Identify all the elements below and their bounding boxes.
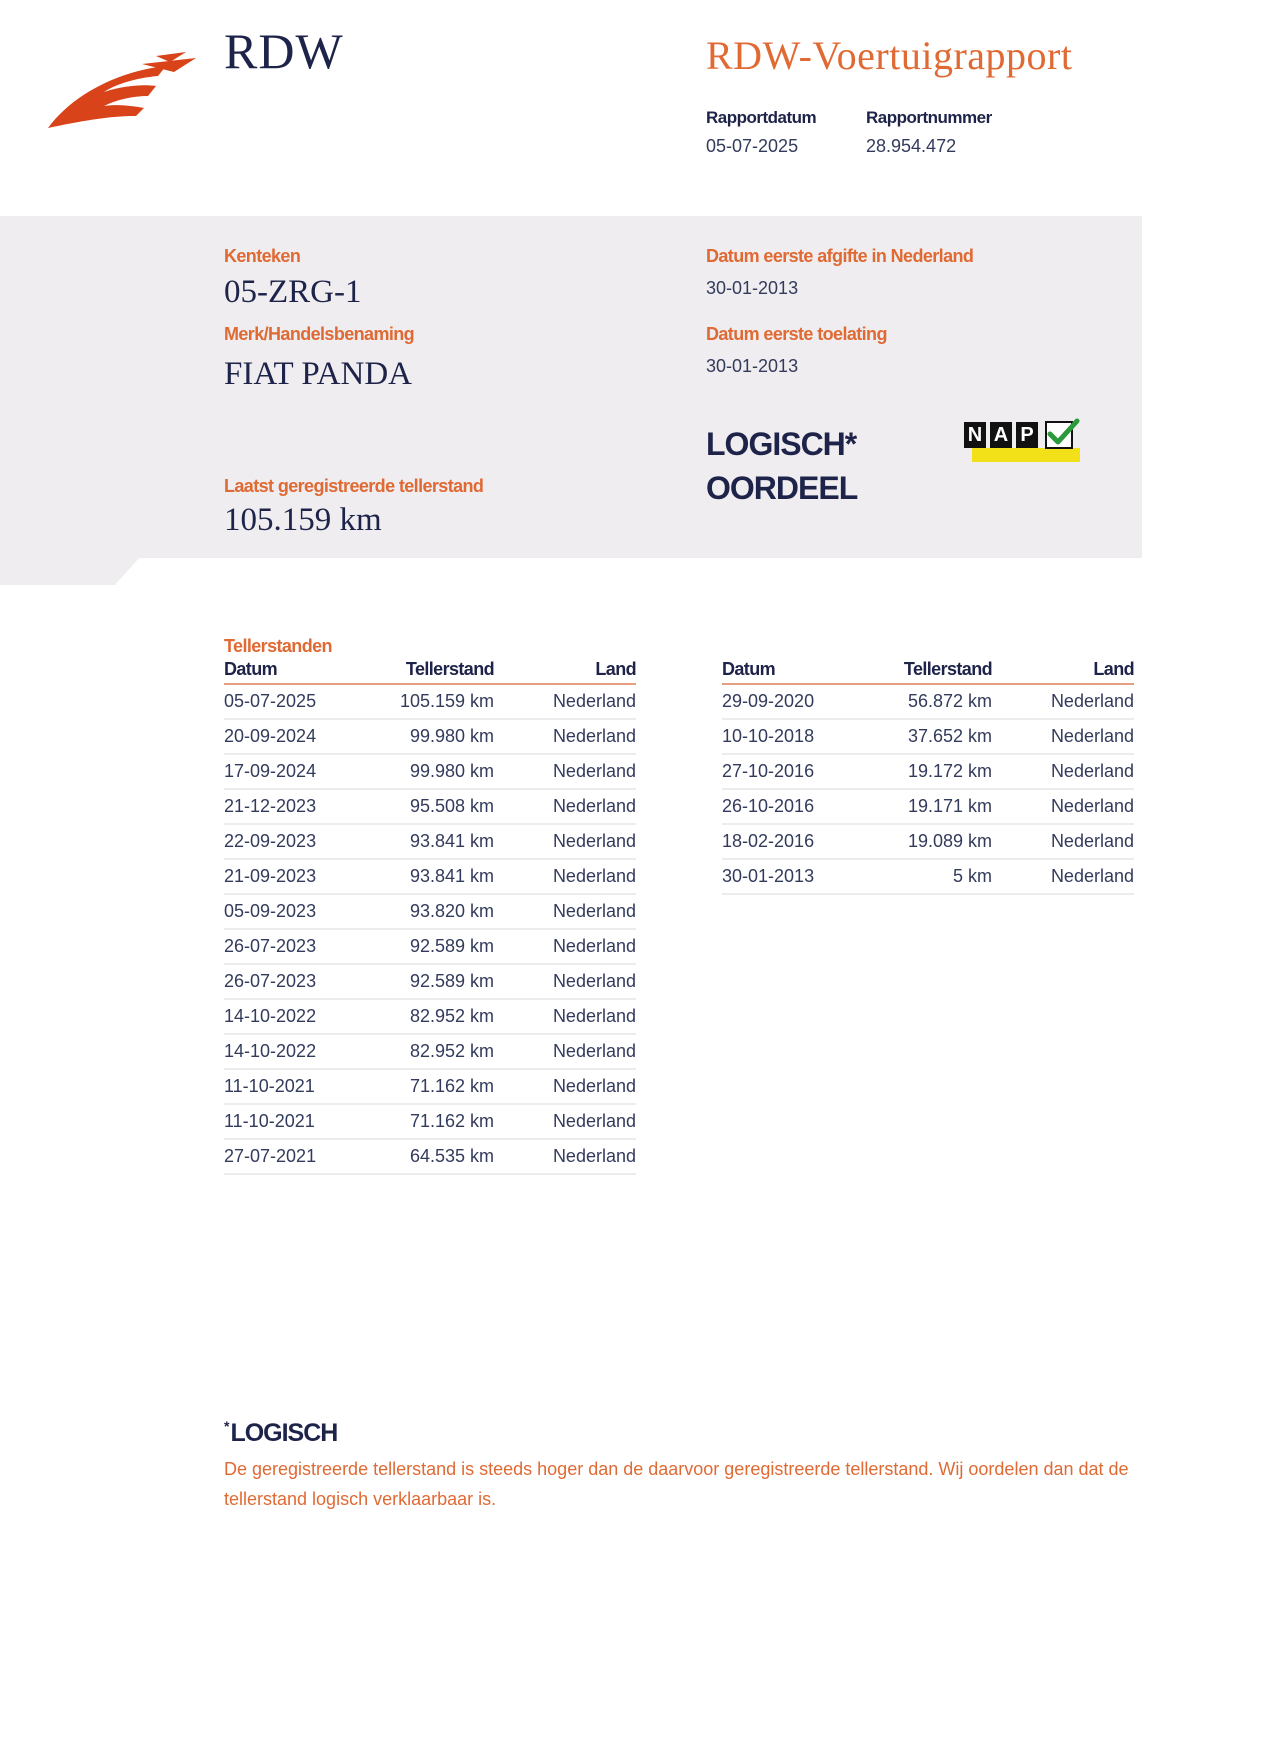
- row-reading: 92.589 km: [409, 971, 494, 991]
- row-date: 18-02-2016: [722, 831, 815, 851]
- first-admission-label: Datum eerste toelating: [706, 324, 887, 344]
- column-reading: Tellerstand: [405, 659, 494, 679]
- row-reading: 99.980 km: [409, 726, 494, 746]
- row-country: Nederland: [552, 831, 636, 851]
- column-country: Land: [595, 659, 636, 679]
- row-country: Nederland: [1050, 866, 1134, 886]
- row-reading: 19.172 km: [907, 761, 992, 781]
- table-row: [224, 685, 636, 720]
- table-row: [224, 1140, 636, 1175]
- make-value: FIAT PANDA: [224, 356, 412, 392]
- table-row: [224, 790, 636, 825]
- report-title: RDW-Voertuigrapport: [706, 33, 1073, 78]
- first-nl-date: 30-01-2013: [706, 278, 799, 298]
- row-country: Nederland: [552, 1076, 636, 1096]
- table-row: [224, 930, 636, 965]
- row-reading: 93.820 km: [409, 901, 494, 921]
- row-date: 14-10-2022: [224, 1041, 317, 1061]
- table-row: [224, 755, 636, 790]
- table-row: [722, 685, 1134, 720]
- row-country: Nederland: [552, 971, 636, 991]
- rdw-logo-icon: [46, 50, 198, 130]
- table-row: [722, 755, 1134, 790]
- column-date: Datum: [722, 659, 776, 679]
- footnote-marker: *: [224, 1418, 229, 1434]
- row-reading: 19.089 km: [907, 831, 992, 851]
- table-row: [224, 1000, 636, 1035]
- row-date: 11-10-2021: [224, 1076, 315, 1096]
- column-country: Land: [1093, 659, 1134, 679]
- first-admission-date: 30-01-2013: [706, 356, 799, 376]
- vehicle-summary-panel: [0, 216, 1142, 558]
- nap-letter-p: P: [1016, 422, 1038, 448]
- row-date: 05-07-2025: [224, 691, 317, 711]
- table-header: [224, 657, 636, 685]
- report-date-label: Rapportdatum: [706, 108, 817, 127]
- readings-rows-right: [722, 685, 1134, 895]
- row-country: Nederland: [552, 691, 636, 711]
- row-reading: 99.980 km: [409, 761, 494, 781]
- row-reading: 82.952 km: [409, 1041, 494, 1061]
- report-date: 05-07-2025: [706, 136, 799, 156]
- table-row: [224, 860, 636, 895]
- row-date: 27-10-2016: [722, 761, 815, 781]
- table-row: [722, 720, 1134, 755]
- row-reading: 93.841 km: [409, 866, 494, 886]
- readings-table-left: [224, 636, 636, 1175]
- row-country: Nederland: [1050, 691, 1134, 711]
- footnote-text: De geregistreerde tellerstand is steeds hoger dan de daarvoor geregistreerde tellerstand. Wij oordelen dan dat de tellerstand logisch verklaarbaar is.: [224, 1459, 1129, 1509]
- row-date: 29-09-2020: [722, 691, 815, 711]
- column-reading: Tellerstand: [903, 659, 992, 679]
- table-row: [722, 790, 1134, 825]
- table-row: [224, 825, 636, 860]
- row-date: 27-07-2021: [224, 1146, 317, 1166]
- row-reading: 71.162 km: [409, 1111, 494, 1131]
- row-country: Nederland: [552, 1111, 636, 1131]
- report-number-label: Rapportnummer: [866, 108, 992, 127]
- table-row: [224, 1035, 636, 1070]
- row-country: Nederland: [1050, 726, 1134, 746]
- table-row: [224, 1105, 636, 1140]
- table-header: [722, 657, 1134, 685]
- row-reading: 56.872 km: [907, 691, 992, 711]
- plate-number: 05-ZRG-1: [224, 274, 362, 310]
- table-row: [722, 860, 1134, 895]
- row-date: 26-07-2023: [224, 971, 317, 991]
- report-number: 28.954.472: [866, 136, 957, 156]
- brand-name: RDW: [224, 23, 344, 79]
- table-row: [224, 965, 636, 1000]
- row-date: 22-09-2023: [224, 831, 317, 851]
- row-country: Nederland: [552, 726, 636, 746]
- row-date: 21-09-2023: [224, 866, 317, 886]
- row-country: Nederland: [552, 936, 636, 956]
- row-reading: 71.162 km: [409, 1076, 494, 1096]
- row-date: 17-09-2024: [224, 761, 317, 781]
- row-reading: 82.952 km: [409, 1006, 494, 1026]
- plate-label: Kenteken: [224, 246, 301, 266]
- row-country: Nederland: [552, 796, 636, 816]
- row-country: Nederland: [1050, 796, 1134, 816]
- row-reading: 92.589 km: [409, 936, 494, 956]
- row-reading: 93.841 km: [409, 831, 494, 851]
- verdict-line-1: LOGISCH*: [706, 426, 857, 462]
- readings-section-title: Tellerstanden: [224, 636, 332, 656]
- table-row: [722, 825, 1134, 860]
- nap-letter-n: N: [964, 422, 986, 448]
- column-date: Datum: [224, 659, 278, 679]
- first-nl-label: Datum eerste afgifte in Nederland: [706, 246, 974, 266]
- nap-bar: [972, 448, 1080, 462]
- odometer-value: 105.159 km: [224, 502, 382, 538]
- row-reading: 105.159 km: [399, 691, 494, 711]
- row-date: 26-10-2016: [722, 796, 815, 816]
- row-date: 11-10-2021: [224, 1111, 315, 1131]
- row-date: 10-10-2018: [722, 726, 815, 746]
- row-reading: 19.171 km: [907, 796, 992, 816]
- table-row: [224, 1070, 636, 1105]
- row-date: 21-12-2023: [224, 796, 317, 816]
- readings-table-right: [722, 636, 1134, 895]
- row-country: Nederland: [552, 761, 636, 781]
- row-date: 14-10-2022: [224, 1006, 317, 1026]
- row-reading: 37.652 km: [907, 726, 992, 746]
- table-row: [224, 720, 636, 755]
- row-country: Nederland: [552, 866, 636, 886]
- verdict-line-2: OORDEEL: [706, 470, 858, 506]
- make-label: Merk/Handelsbenaming: [224, 324, 415, 344]
- panel-notch: [0, 557, 140, 585]
- row-country: Nederland: [552, 1146, 636, 1166]
- row-country: Nederland: [552, 1006, 636, 1026]
- row-date: 30-01-2013: [722, 866, 815, 886]
- readings-rows-left: [224, 685, 636, 1175]
- row-country: Nederland: [1050, 831, 1134, 851]
- footnote-title: [224, 1418, 337, 1448]
- nap-letter-a: A: [990, 422, 1012, 448]
- row-reading: 5 km: [952, 866, 992, 886]
- table-row: [224, 895, 636, 930]
- odometer-label: Laatst geregistreerde tellerstand: [224, 476, 484, 496]
- row-country: Nederland: [1050, 761, 1134, 781]
- row-reading: 64.535 km: [409, 1146, 494, 1166]
- row-reading: 95.508 km: [409, 796, 494, 816]
- checkmark-icon: [1044, 418, 1080, 450]
- nap-logo: [964, 418, 1082, 464]
- row-date: 26-07-2023: [224, 936, 317, 956]
- row-country: Nederland: [552, 1041, 636, 1061]
- row-date: 05-09-2023: [224, 901, 317, 921]
- row-date: 20-09-2024: [224, 726, 317, 746]
- row-country: Nederland: [552, 901, 636, 921]
- footnote-title-text: LOGISCH: [230, 1419, 338, 1447]
